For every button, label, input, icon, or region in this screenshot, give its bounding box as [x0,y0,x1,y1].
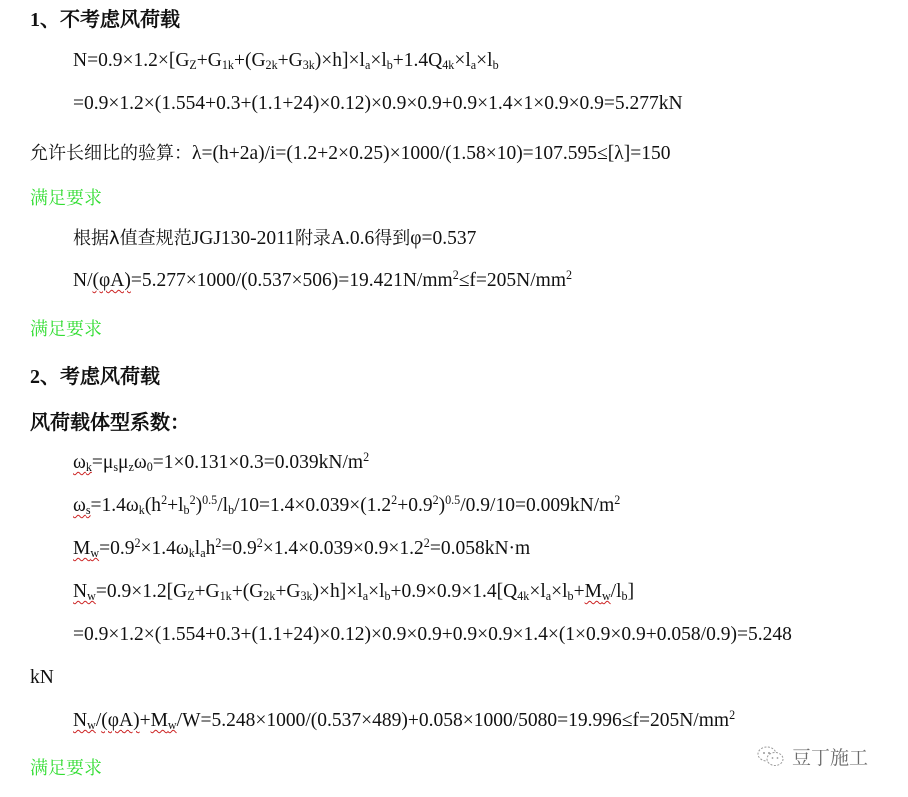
stress-check-1: $N/(\varphi A)=5.277\times 1000/(0.537\times 506)=19.421N/mm^2\le f=205N/mm^2$ [73,267,573,291]
slenderness-formula: λ=(h+2a)/i=(1.2+2×0.25)×1000/(1.58×10)=107.595≤[λ]=150 [192,143,671,164]
wind-coefficient-heading: 风荷载体型系数： [30,412,190,434]
formula-nw: $N_w=0.9\times 1.2[G_Z+G_{1k}+(G_{2k}+G_{3k})\times h]\times l_a\times l_b+0.9\times 0.9\times 1.4[Q_{4k}\times l_a\times l_b+M_w/l_b]$ [73,581,635,604]
ok-status-1: 满足要求 [30,188,102,209]
ok-status-3: 满足要求 [30,758,102,779]
section1-heading-text: 1、不考虑风荷载 [30,9,180,31]
calc-n: =0.9×1.2×(1.554+0.3+(1.1+24)×0.12)×0.9×0.9+0.9×1.4×1×0.9×0.9=5.277kN [73,93,683,114]
stress-check-2: $N_w/(\varphi A)+M_w/W=5.248\times 1000/(0.537\times 489)+0.058\times 1000/5080=19.996\le f=205N/mm^2$ [73,707,736,733]
slenderness-check [30,142,670,166]
section1-heading [30,8,180,32]
calc-nw: =0.9×1.2×(1.554+0.3+(1.1+24)×0.12)×0.9×0.9+0.9×0.9×1.4×(1×0.9×0.9+0.058/0.9)=5.248 [73,624,792,645]
formula-n: $N=0.9\times 1.2\times[G_Z+G_{1k}+(G_{2k}+G_{3k})\times h]\times l_a\times l_b+1.4Q_{4k}\times l_a\times l_b$ [73,50,499,73]
watermark [756,743,868,770]
calc-nw-unit: kN [30,667,54,688]
formula-wk: $\omega_k=\mu_s\mu_z\omega_0=1\times 0.131\times 0.3=0.039kN/m^2$ [73,449,370,475]
wechat-icon [756,745,786,769]
formula-mw: $M_w=0.9^2\times 1.4\omega_kl_ah^2=0.9^2\times 1.4\times 0.039\times 0.9\times 1.2^2=0.058kN\cdot m$ [73,535,531,561]
ok-status-2: 满足要求 [30,319,102,340]
watermark-text: 豆丁施工 [792,747,869,769]
slenderness-label: 允许长细比的验算： [30,143,192,164]
formula-ws: $\omega_s=1.4\omega_k(h^2+l_b^2)^{0.5}/l_b/10=1.4\times 0.039\times(1.2^2+0.9^2)^{0.5}/0.9/10=0.009kN/m^2$ [73,492,621,518]
section2-heading: 2、考虑风荷载 [30,366,160,388]
phi-lookup: 根据λ值查规范JGJ130-2011附录A.0.6得到φ=0.537 [73,228,477,249]
